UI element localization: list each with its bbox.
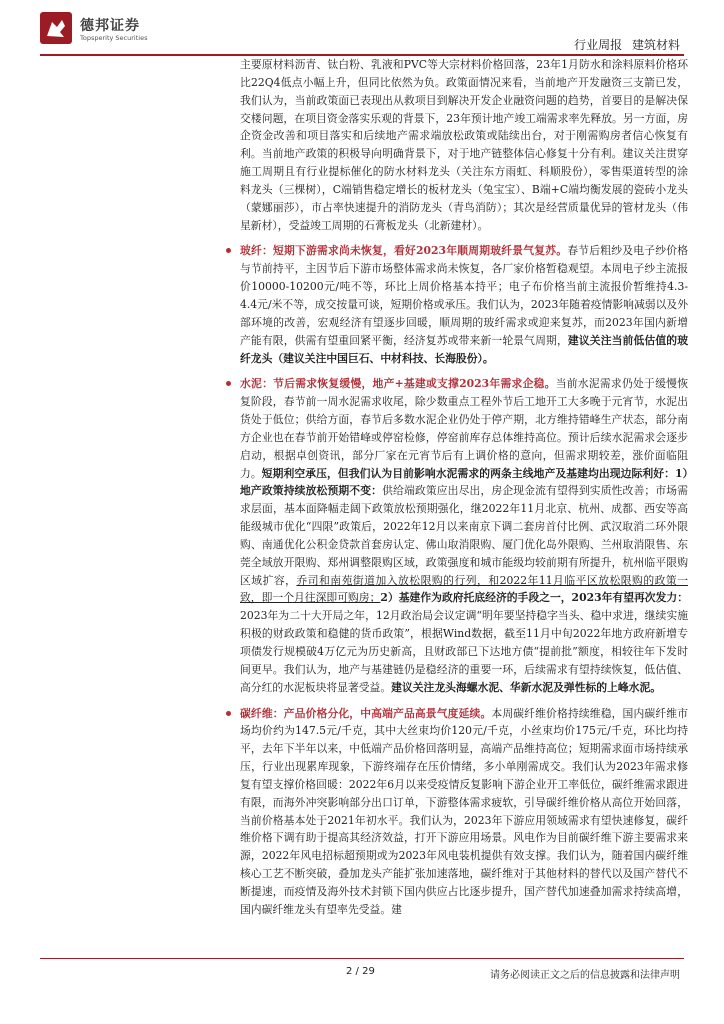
footer-disclaimer: 请务必阅读正文之后的信息披露和法律声明: [490, 970, 680, 981]
highlight-text: 短期利空承压，但我们认为目前影响水泥需求的两条主线地产及基建均出现边际利好：1）地产政策持续放松预期不变：: [240, 466, 689, 498]
report-type: 行业周报: [574, 38, 623, 52]
recommendation-text: 建议关注龙头海螺水泥、华新水泥及弹性标的上峰水泥。: [391, 680, 662, 694]
paragraph-glass-fiber: [240, 242, 688, 367]
paragraph-building-materials: [240, 56, 688, 234]
footer-rule: [40, 958, 684, 959]
brand-logo: [40, 12, 240, 46]
paragraph-carbon-fiber: [240, 705, 688, 919]
paragraph-cement: [240, 375, 688, 696]
brand-name-en: Topsperity Securities: [80, 34, 148, 42]
paragraph-text: 当前水泥需求仍处于缓慢恢复阶段，春节前一周水泥需求收尾，除少数重点工程外节后工地开工大多晚于元宵节，水泥出货处于低位；供给方面，春节后多数水泥企业仍处于停产期，北方维持错峰生产状态，部分南方企业也在春节前开始错峰或停窑检修，停窑前库存总体维持高位。预计后续水泥需求会逐步启动，根据卓创资讯，部分厂家在元宵节后有上调价格的意向，但需求期较差，涨价面临阻力。: [240, 377, 688, 480]
paragraph-text: 2023年为二十大开局之年，12月政治局会议定调“明年要坚持稳字当头、稳中求进，继续实施积极的财政政策和稳健的货币政策”，根据Wind数据，截至11月中旬2022年地方政府新增专项债发行规模破4万亿元为历史新高，且财政部已下达地方债“提前批”额度，相较往年下发时间更早。我们认为，地产与基建链仍是稳经济的重要一环，后续需求有望持续恢复，低估值、高分红的水泥板块将显著受益。: [240, 609, 688, 694]
page-number: 2 / 29: [346, 966, 375, 977]
bullet-dot-icon: [226, 381, 231, 386]
report-category: [574, 36, 680, 53]
brand-name-cn: 德邦证券: [80, 18, 140, 34]
bullet-dot-icon: [226, 711, 231, 716]
paragraph-text: 春节后粗纱及电子纱价格与节前持平，主因节后下游市场整体需求尚未恢复，各厂家价格暂稳观望。本周电子纱主流报价10000-10200元/吨不等，环比上周价格基本持平；电子布价格当前主流报价暂维持4.3-4.4元/米不等，成交按量可谈，短期价格或承压。我们认为，2023年随着疫情影响减弱以及外部环境的改善，宏观经济有望逐步回暖，顺周期的玻纤需求或迎来复苏，而2023年国内新增产能有限，供需有望重回紧平衡，经济复苏或带来新一轮景气周期，: [240, 244, 688, 347]
bullet-dot-icon: [226, 248, 231, 253]
recommendation-text: 建议关注当前低估值的玻纤龙头（建议关注中国巨石、中材科技、长海股份）。: [240, 333, 689, 365]
brand-logo-icon: [40, 12, 72, 44]
industry-name: 建筑材料: [631, 38, 680, 52]
page-header: [0, 0, 724, 56]
section-lead: 玻纤：短期下游需求尚未恢复，看好2023年顺周期玻纤景气复苏。: [240, 244, 568, 258]
paragraph-text: 供给端政策应出尽出，房企现金流有望得到实质性改善；市场需求层面，基本面降幅走阔下政策放松预期强化，继2022年11月北京、杭州、成都、西安等高能级城市优化“四限”政策后，2022年12月以来南京下调二套房首付比例、武汉取消二环外限购、南通优化公积金贷款首套房认定、佛山取消限购、厦门优化岛外限购、兰州取消限售、东莞全域放开限购、郑州调整限购区域，政策强度和城市能级均较前期有所提升，杭州临平限购区域扩容，: [240, 484, 689, 587]
paragraph-text: 本周碳纤维价格持续维稳，国内碳纤维市场均价约为147.5元/千克，其中大丝束均价120元/千克，小丝束均价175元/千克，环比均持平，去年下半年以来，中低端产品价格回落明显，高端产品维持高位；短期需求面市场持续承压，行业出现累库现象，下游终端存在压价情绪，多小单刚需成交。我们认为2023年需求修复有望支撑价格回暖：2022年6月以来受疫情反复影响下游企业开工率低位，碳纤维需求跟进有限，而海外冲突影响部分出口订单，下游整体需求疲软，引导碳纤维价格从高位开始回落，当前价格基本处于2021年初水平。我们认为，2023年下游应用领域需求有望快速修复，碳纤维价格下调有助于提高其经济效益，打开下游应用场景。风电作为目前碳纤维下游主要需求来源，2022年风电招标超预期或为2023年风电装机提供有效支撑。我们认为，随着国内碳纤维核心工艺不断突破，叠加龙头产能扩张加速落地，碳纤维对于其他材料的替代以及国产替代不断提速，而疫情及海外技术封锁下国内供应占比逐步提升，国产替代加速叠加需求持续高增，国内碳纤维龙头有望率先受益。建: [240, 706, 688, 916]
paragraph-text: 主要原材料沥青、钛白粉、乳液和PVC等大宗材料价格回落，23年1月防水和涂料原料价格环比22Q4低点小幅上升，但同比依然为负。政策面情况来看，当前地产开发融资三支箭已发，我们认为，当前政策面已表现出从救项目到解决开发企业融资问题的趋势，首要目的是解决保交楼问题，在项目资金落实乐观的背景下，23年预计地产竣工端需求率先释放。另一方面，房企资金改善和项目落实和后续地产需求端放松政策或陆续出台，对于刚需购房者信心恢复有利。当前地产政策的积极导向明确背景下，对于地产链整体信心修复十分有利。建议关注贯穿施工周期且有行业提标催化的防水材料龙头（关注东方雨虹、科顺股份），零售渠道转型的涂料龙头（三棵树），C端销售稳定增长的板材龙头（兔宝宝）、B端+C端均衡发展的瓷砖小龙头（蒙娜丽莎），市占率快速提升的消防龙头（青鸟消防）；其次是经营质量优异的管材龙头（伟星新材），受益竣工周期的石膏板龙头（北新建材）。: [240, 58, 688, 232]
underlined-text: 乔司和南苑街道加入放松限购的行列，和2022年11月临平区放松限购的政策一致，即一个月往深即可购房；: [240, 573, 689, 605]
highlight-text: 2）基建作为政府托底经济的手段之一，2023年有望再次发力：: [380, 591, 689, 605]
section-lead: 水泥：节后需求恢复缓慢，地产+基建或支撑2023年需求企稳。: [240, 377, 556, 391]
section-lead: 碳纤维：产品价格分化，中高端产品高景气度延续。: [240, 706, 492, 720]
main-content: [240, 56, 688, 956]
